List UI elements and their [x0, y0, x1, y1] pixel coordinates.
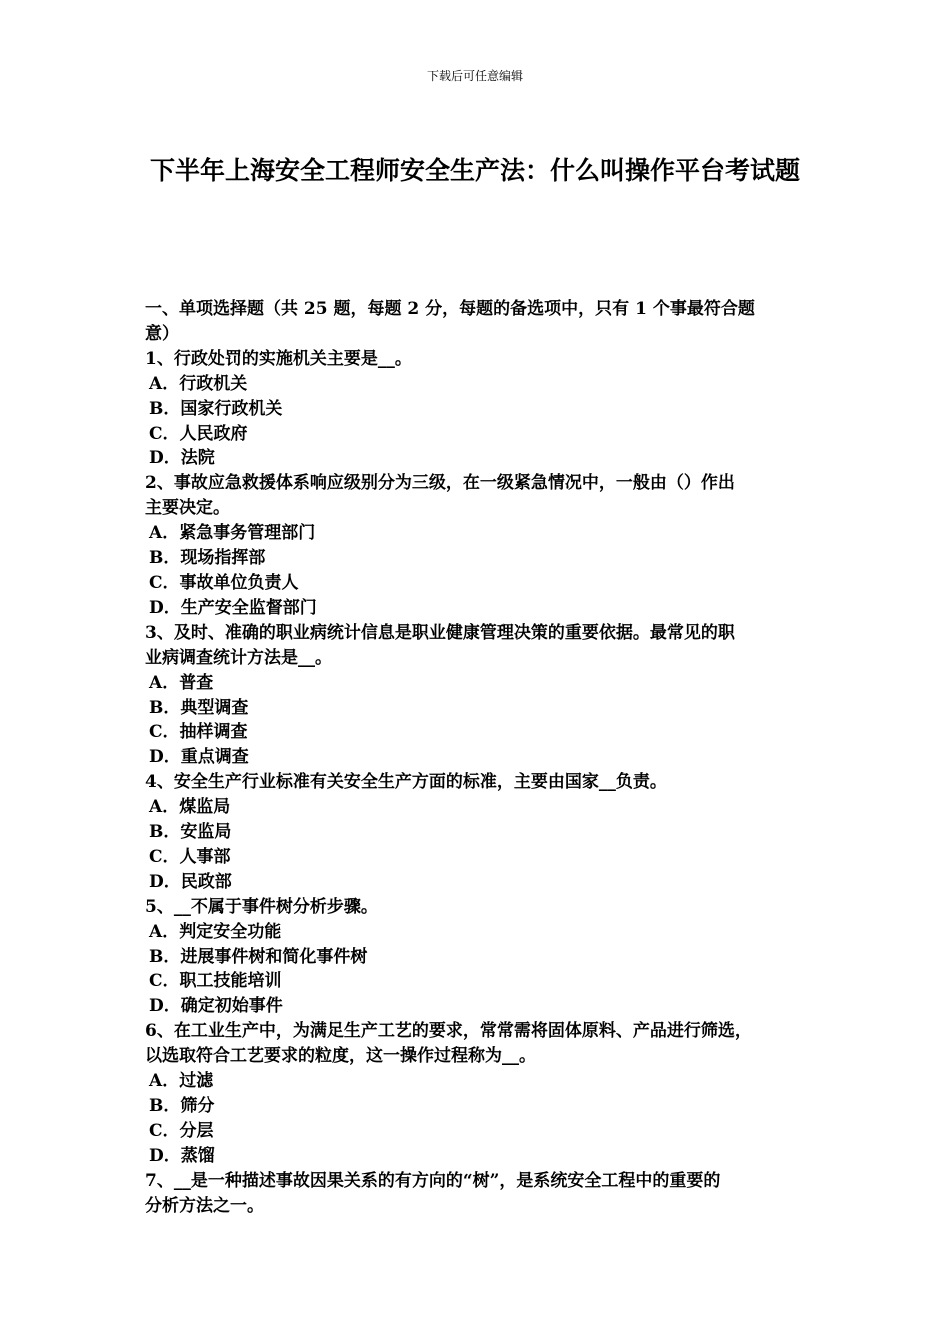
question-text-continued: 分析方法之一。: [145, 1195, 264, 1216]
option-d: D．重点调查: [149, 747, 249, 768]
question-3: [145, 621, 821, 770]
option-b: B．现场指挥部: [149, 548, 266, 569]
header-note: 下载后可任意编辑: [426, 69, 523, 83]
option-d: D．生产安全监督部门: [149, 597, 317, 618]
option-b: B．典型调查: [149, 697, 249, 718]
question-text-continued: 业病调查统计方法是__。: [145, 647, 332, 668]
option-b: B．安监局: [149, 822, 232, 843]
question-text: 5、__不属于事件树分析步骤。: [145, 896, 378, 917]
section-heading-line-1: 一、单项选择题（共 25 题，每题 2 分，每题的备选项中，只有 1 个事最符合题: [145, 299, 755, 319]
option-d: D．法院: [149, 448, 215, 469]
option-a: A．紧急事务管理部门: [149, 523, 316, 544]
question-4: [145, 770, 821, 895]
option-a: A．行政机关: [149, 373, 248, 394]
question-text: 7、__是一种描述事故因果关系的有方向的“树”，是系统安全工程中的重要的: [145, 1170, 721, 1191]
question-6: [145, 1019, 821, 1168]
option-a: A．过滤: [149, 1071, 214, 1092]
question-text: 4、安全生产行业标准有关安全生产方面的标准，主要由国家__负责。: [145, 772, 667, 793]
question-text: 2、事故应急救援体系响应级别分为三级，在一级紧急情况中，一般由（）作出: [145, 473, 735, 494]
option-b: B．筛分: [149, 1096, 215, 1116]
question-text: 3、及时、准确的职业病统计信息是职业健康管理决策的重要依据。最常见的职: [145, 622, 735, 643]
option-a: A．普查: [149, 672, 214, 693]
option-d: D．确定初始事件: [149, 996, 283, 1017]
option-c: C．事故单位负责人: [149, 572, 299, 593]
option-a: A．煤监局: [149, 797, 231, 818]
option-a: A．判定安全功能: [149, 921, 282, 942]
question-5: [145, 895, 821, 1020]
option-c: C．人事部: [149, 846, 231, 867]
option-b: B．国家行政机关: [149, 398, 283, 419]
section-heading-line-2: 意）: [145, 323, 179, 344]
question-1: [145, 347, 821, 472]
option-c: C．抽样调查: [149, 722, 248, 743]
question-text-continued: 主要决定。: [145, 498, 230, 519]
option-c: C．职工技能培训: [149, 971, 282, 992]
question-2: [145, 471, 821, 620]
document-body: [145, 297, 821, 1219]
option-c: C．分层: [149, 1120, 214, 1141]
option-d: D．民政部: [149, 871, 232, 892]
question-text-continued: 以选取符合工艺要求的粒度，这一操作过程称为__。: [145, 1046, 536, 1067]
question-text: 1、行政处罚的实施机关主要是__。: [145, 348, 412, 369]
option-b: B．进展事件树和简化事件树: [149, 946, 368, 967]
question-7: [145, 1169, 821, 1219]
option-d: D．蒸馏: [149, 1145, 215, 1166]
document-title: 下半年上海安全工程师安全生产法：什么叫操作平台考试题: [150, 156, 801, 185]
option-c: C．人民政府: [149, 423, 248, 444]
question-text: 6、在工业生产中，为满足生产工艺的要求，常常需将固体原料、产品进行筛选，: [145, 1021, 752, 1042]
